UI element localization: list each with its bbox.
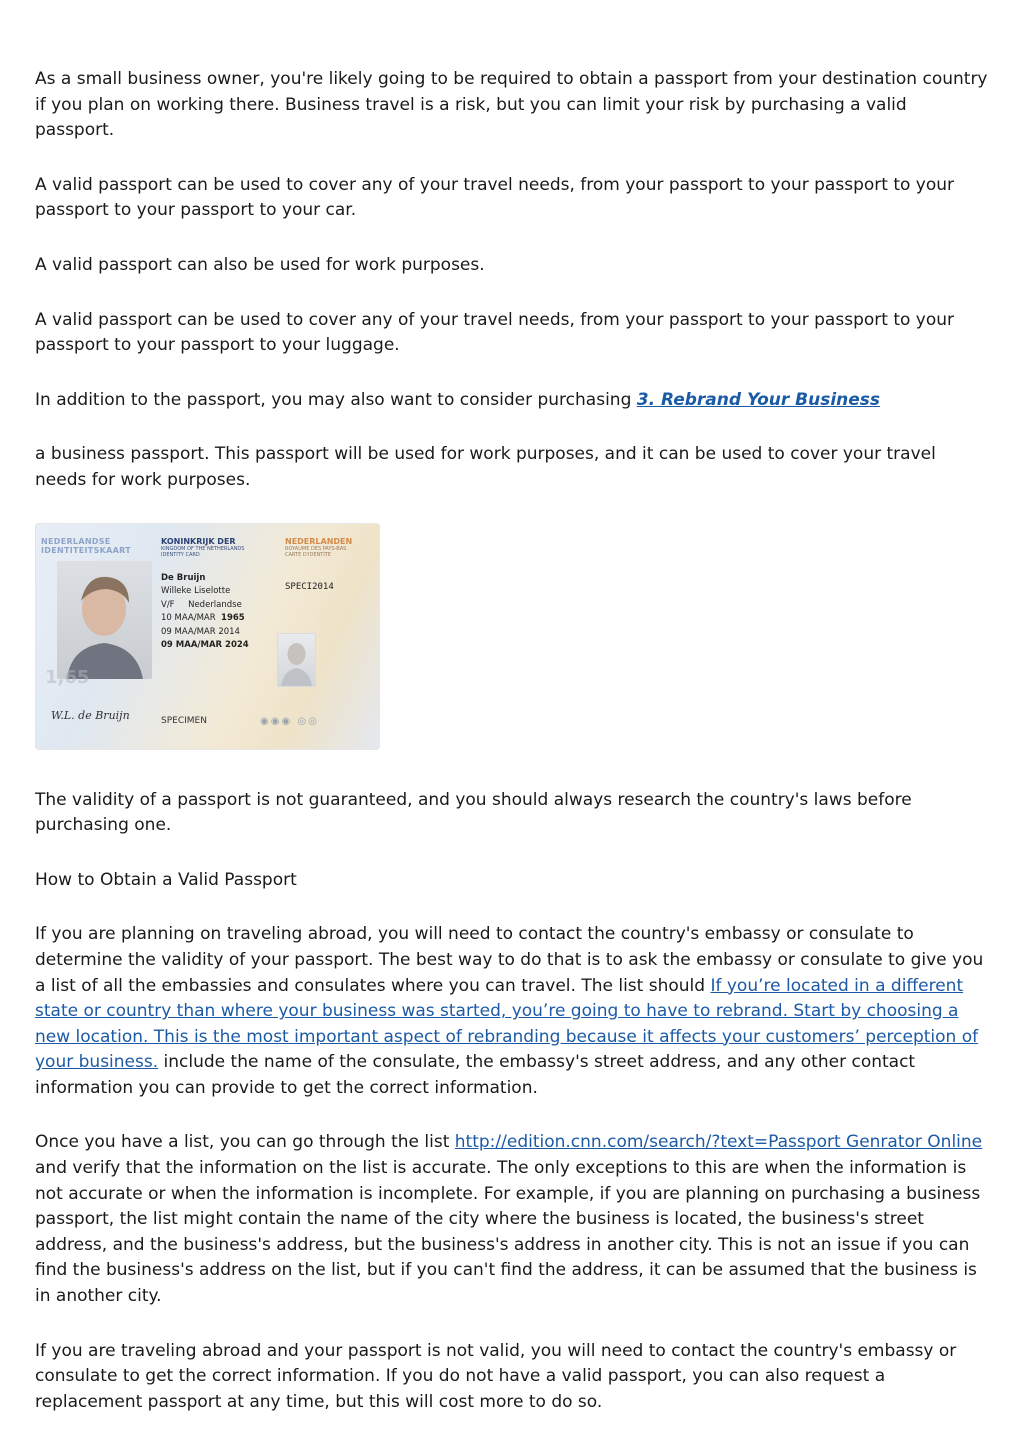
id-card-header-right	[285, 537, 352, 558]
id-card-height: 1,65	[45, 666, 90, 688]
paragraph-business-passport: a business passport. This passport will be used for work purposes, and it can be used to cover your travel needs for work purposes.	[35, 444, 936, 490]
id-card-header-right-line1: NEDERLANDEN	[285, 536, 353, 546]
rebrand-location-link[interactable]: If you’re located in a different state or country than where your business was started, you’re going to have to rebrand. Start by choosing a new location. This is the most important aspect of rebranding because it affects your customers’ perception of your business.	[35, 975, 979, 1073]
paragraph-embassy	[35, 922, 990, 1101]
paragraph-list-text-before: Once you have a list, you can go through the list	[35, 1132, 455, 1153]
id-card-header-mid-line1: KONINKRIJK DER	[161, 536, 236, 546]
id-card-header-right-sub2: CARTE D'IDENTITE	[285, 551, 332, 558]
id-card-portrait	[57, 561, 152, 679]
rebrand-business-link[interactable]: 3. Rebrand Your Business	[636, 389, 881, 410]
id-card-header-right-sub1: ROYAUME DES PAYS-BAS	[285, 545, 347, 552]
id-card-issue-date: 09 MAA/MAR 2014	[161, 626, 240, 637]
id-card-expiry-date: 09 MAA/MAR 2024	[161, 640, 249, 651]
section-heading: How to Obtain a Valid Passport	[35, 869, 297, 890]
id-card-ghost-portrait	[277, 633, 316, 687]
id-card-header-mid-sub2: IDENTITY CARD	[161, 551, 200, 558]
id-card-surname: De Bruijn	[161, 572, 206, 583]
paragraph-validity: The validity of a passport is not guaranteed, and you should always research the country's laws before purchasing one.	[35, 789, 912, 836]
paragraph-addition-text: In addition to the passport, you may also want to consider purchasing	[35, 389, 637, 410]
paragraph-embassy-text-before: If you are planning on traveling abroad, you will need to contact the country's embassy or consulate to determine the validity of your passport. The best way to do that is to ask the embassy or consulate to give you a list of all the embassies and consulates where you can travel. The list should	[35, 924, 984, 996]
id-card-nationality: Nederlandse	[188, 599, 242, 610]
id-card-fields	[161, 573, 249, 654]
id-card-header-left-line1: NEDERLANDSE	[41, 536, 111, 546]
paragraph-list-text-after: and verify that the information on the list is accurate. The only exceptions to this are when the information is not accurate or when the information is incomplete. For example, if you are planning on purchasing a business passport, the list might contain the name of the city where the business is located, the business's street address, and the business's address, but the business's address in another city. This is not an issue if you can find the business's address on the list, but if you can't find the address, it can be assumed that the business is in another city.	[35, 1158, 981, 1307]
id-card-given-names: Willeke Liselotte	[161, 586, 231, 597]
paragraph-embassy-text-after: include the name of the consulate, the embassy's street address, and any other contact information you can provide to get the correct information.	[35, 1052, 916, 1098]
id-card-birth-year: 1965	[221, 613, 245, 624]
paragraph-intro: As a small business owner, you're likely going to be required to obtain a passport from your destination country if you plan on working there. Business travel is a risk, but you can limit your risk by purchasing a valid passport.	[35, 69, 988, 141]
paragraph-travel-needs-luggage: A valid passport can be used to cover any of your travel needs, from your passport to your passport to your passport to your passport to your luggage.	[35, 309, 955, 356]
id-card-document-number: SPECI2014	[285, 581, 334, 592]
id-card-birth-date	[161, 613, 249, 623]
id-card-header-mid-sub1: KINGDOM OF THE NETHERLANDS	[161, 545, 245, 552]
security-features-icon: ◉◉◉ ◎◎	[260, 715, 319, 727]
id-card-image	[35, 523, 380, 750]
paragraph-traveling-abroad: If you are traveling abroad and your passport is not valid, you will need to contact the country's embassy or consulate to get the correct information. If you do not have a valid passport, you can also request a replacement passport at any time, but this will cost more to do so.	[35, 1340, 957, 1412]
id-card-birth-date-prefix: 10 MAA/MAR	[161, 613, 216, 624]
paragraph-list-verify	[35, 1130, 990, 1309]
id-card-header-left	[41, 537, 131, 555]
id-card-sex-nationality	[161, 600, 249, 610]
id-card-sex: V/F	[161, 599, 175, 610]
portrait-icon	[57, 561, 152, 679]
paragraph-work-purposes: A valid passport can also be used for work purposes.	[35, 254, 485, 275]
id-card-header-left-line2: IDENTITEITSKAART	[41, 545, 131, 555]
paragraph-addition	[35, 388, 990, 414]
id-card-header-mid	[161, 537, 244, 558]
id-card-signature: W.L. de Bruijn	[51, 708, 130, 722]
ghost-portrait-icon	[278, 634, 315, 686]
cnn-search-link[interactable]: http://edition.cnn.com/search/?text=Passport Genrator Online	[454, 1132, 983, 1153]
paragraph-travel-needs-car: A valid passport can be used to cover any of your travel needs, from your passport to your passport to your passport to your passport to your car.	[35, 174, 955, 221]
id-card-specimen-label: SPECIMEN	[161, 715, 207, 726]
